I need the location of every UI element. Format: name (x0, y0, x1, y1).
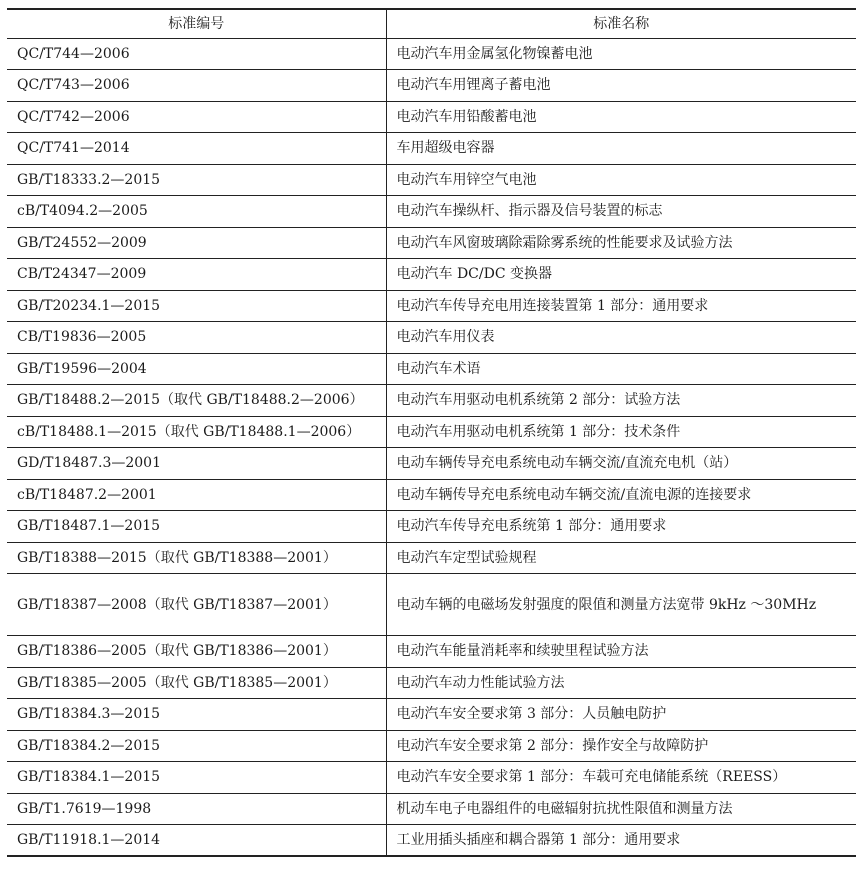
table-row (7, 793, 856, 825)
standard-code-cell: cB/T18488.1—2015（取代 GB/T18488.1—2006） (7, 416, 386, 448)
standard-name-cell: 机动车电子电器组件的电磁辐射抗扰性限值和测量方法 (386, 793, 856, 825)
standard-code-cell: GB/T18385—2005（取代 GB/T18385—2001） (7, 667, 386, 699)
standard-code-cell: cB/T4094.2—2005 (7, 196, 386, 228)
standard-code-cell: GB/T1.7619—1998 (7, 793, 386, 825)
standard-code-cell: GB/T18384.3—2015 (7, 699, 386, 731)
table-row (7, 448, 856, 480)
table-row (7, 667, 856, 699)
standard-code-cell: QC/T744—2006 (7, 38, 386, 70)
standard-name-cell: 电动汽车安全要求第 2 部分：操作安全与故障防护 (386, 730, 856, 762)
standard-code-cell: GB/T20234.1—2015 (7, 290, 386, 322)
standard-name-cell: 电动车辆的电磁场发射强度的限值和测量方法宽带 9kHz ～30MHz (386, 574, 856, 636)
table-row (7, 542, 856, 574)
table-row (7, 730, 856, 762)
standard-name-cell: 电动汽车传导充电用连接装置第 1 部分：通用要求 (386, 290, 856, 322)
table-row (7, 762, 856, 794)
standard-code-cell: GB/T11918.1—2014 (7, 825, 386, 857)
standard-name-cell: 电动汽车 DC/DC 变换器 (386, 259, 856, 291)
standard-code-cell: QC/T742—2006 (7, 101, 386, 133)
table-body (7, 38, 856, 856)
standard-name-cell: 电动汽车传导充电系统第 1 部分：通用要求 (386, 511, 856, 543)
standard-name-cell: 电动汽车动力性能试验方法 (386, 667, 856, 699)
standard-name-cell: 电动汽车能量消耗率和续驶里程试验方法 (386, 636, 856, 668)
standard-name-cell: 电动汽车风窗玻璃除霜除雾系统的性能要求及试验方法 (386, 227, 856, 259)
header-standard-code: 标准编号 (7, 9, 386, 38)
standard-code-cell: GB/T18333.2—2015 (7, 164, 386, 196)
table-header (7, 9, 856, 38)
table-row (7, 259, 856, 291)
table-row (7, 70, 856, 102)
table-row (7, 290, 856, 322)
standard-code-cell: QC/T741—2014 (7, 133, 386, 165)
standard-name-cell: 电动车辆传导充电系统电动车辆交流/直流电源的连接要求 (386, 479, 856, 511)
table-row (7, 101, 856, 133)
standard-code-cell: QC/T743—2006 (7, 70, 386, 102)
standard-code-cell: GB/T19596—2004 (7, 353, 386, 385)
table-row (7, 164, 856, 196)
standard-code-cell: GB/T18388—2015（取代 GB/T18388—2001） (7, 542, 386, 574)
standard-code-cell: GB/T18487.1—2015 (7, 511, 386, 543)
header-row (7, 9, 856, 38)
standard-name-cell: 电动汽车安全要求第 1 部分：车载可充电储能系统（REESS） (386, 762, 856, 794)
standard-name-cell: 工业用插头插座和耦合器第 1 部分：通用要求 (386, 825, 856, 857)
standard-name-cell: 电动汽车用铅酸蓄电池 (386, 101, 856, 133)
standard-name-cell: 电动汽车安全要求第 3 部分：人员触电防护 (386, 699, 856, 731)
table-row (7, 38, 856, 70)
standard-name-cell: 电动汽车用驱动电机系统第 2 部分：试验方法 (386, 385, 856, 417)
table-row (7, 574, 856, 636)
table-row (7, 322, 856, 354)
table-row (7, 511, 856, 543)
standard-code-cell: GB/T18384.2—2015 (7, 730, 386, 762)
table-row (7, 227, 856, 259)
table-row (7, 416, 856, 448)
standard-name-cell: 电动汽车用驱动电机系统第 1 部分：技术条件 (386, 416, 856, 448)
standard-name-cell: 车用超级电容器 (386, 133, 856, 165)
standard-code-cell: GD/T18487.3—2001 (7, 448, 386, 480)
standard-name-cell: 电动汽车用金属氢化物镍蓄电池 (386, 38, 856, 70)
standard-code-cell: GB/T24552—2009 (7, 227, 386, 259)
standard-name-cell: 电动车辆传导充电系统电动车辆交流/直流充电机（站） (386, 448, 856, 480)
table-row (7, 385, 856, 417)
standard-name-cell: 电动汽车用仪表 (386, 322, 856, 354)
standard-code-cell: GB/T18386—2005（取代 GB/T18386—2001） (7, 636, 386, 668)
standard-name-cell: 电动汽车定型试验规程 (386, 542, 856, 574)
standards-table-container (7, 8, 856, 857)
standard-code-cell: GB/T18488.2—2015（取代 GB/T18488.2—2006） (7, 385, 386, 417)
standards-table (7, 8, 856, 857)
standard-name-cell: 电动汽车用锂离子蓄电池 (386, 70, 856, 102)
standard-code-cell: GB/T18384.1—2015 (7, 762, 386, 794)
standard-code-cell: cB/T18487.2—2001 (7, 479, 386, 511)
table-row (7, 353, 856, 385)
standard-code-cell: GB/T18387—2008（取代 GB/T18387—2001） (7, 574, 386, 636)
table-row (7, 636, 856, 668)
standard-code-cell: CB/T24347—2009 (7, 259, 386, 291)
header-standard-name: 标准名称 (386, 9, 856, 38)
table-row (7, 699, 856, 731)
standard-name-cell: 电动汽车操纵杆、指示器及信号装置的标志 (386, 196, 856, 228)
standard-name-cell: 电动汽车用锌空气电池 (386, 164, 856, 196)
table-row (7, 196, 856, 228)
standard-code-cell: CB/T19836—2005 (7, 322, 386, 354)
table-row (7, 825, 856, 857)
standard-name-cell: 电动汽车术语 (386, 353, 856, 385)
table-row (7, 479, 856, 511)
table-row (7, 133, 856, 165)
